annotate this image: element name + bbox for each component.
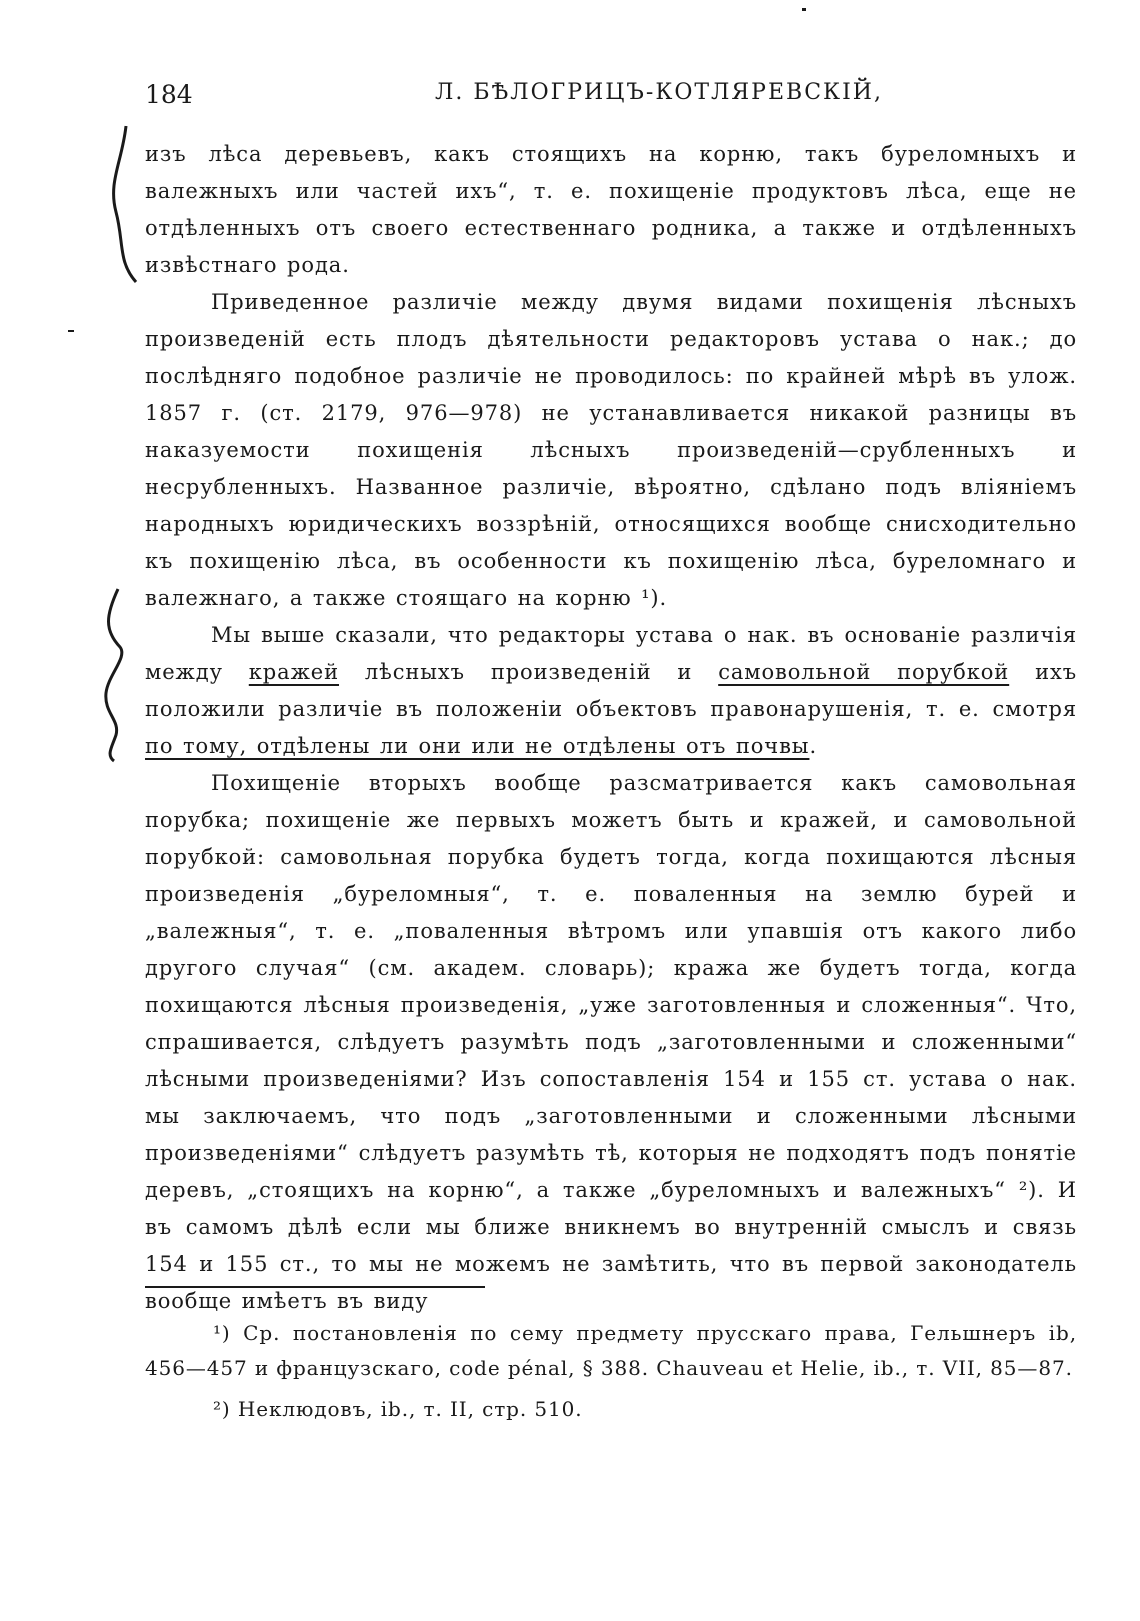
paragraph-4: Похищеніе вторыхъ вообще разсматривается какъ самовольная порубка; похищеніе же первыхъ можетъ быть и кражей, и самовольной порубкой: самовольная порубка будетъ тогда, когда похищаются лѣсныя произведенія „буреломныя“, т. е. поваленныя на землю бурей и „валежныя“, т. е. „поваленныя вѣтромъ или упавшія отъ какого либо другого случая“ (см. академ. словарь); кража же будетъ тогда, когда похищаются лѣсныя произведенія, „уже заготовленныя и сложенныя“. Что, спрашивается, слѣдуетъ разумѣть подъ „заготовленными и сложенными“ лѣсными произведеніями? Изъ сопоставленія 154 и 155 ст. устава о нак. мы заключаемъ, что подъ „заготовленными и сложенными лѣсными произведеніями“ слѣдуетъ разумѣть тѣ, которыя не подходятъ подъ понятіе деревъ, „стоящихъ на корню“, а также „буреломныхъ и валежныхъ“ ²). И въ самомъ дѣлѣ если мы ближе вникнемъ во внутренній смыслъ и связь 154 и 155 ст., то мы не можемъ не замѣтить, что въ первой законодатель вообще имѣетъ въ виду: [145, 771, 1077, 1313]
margin-bracket-bottom: [98, 585, 138, 765]
paragraph-2: Приведенное различіе между двумя видами похищенія лѣсныхъ произведеній есть плодъ дѣятельности редакторовъ устава о нак.; до послѣдняго подобное различіе не проводилось: по крайней мѣрѣ въ улож. 1857 г. (ст. 2179, 976—978) не устанавливается никакой разницы въ наказуемости похищенія лѣсныхъ произведеній—срубленныхъ и несрубленныхъ. Названное различіе, вѣроятно, сдѣлано подъ вліяніемъ народныхъ юридическихъ воззрѣній, относящихся вообще снисходительно къ похищенію лѣса, въ особенности къ похищенію лѣса, буреломнаго и валежнаго, а также стоящаго на корню ¹).: [145, 290, 1077, 610]
paragraph-3: [145, 617, 1077, 765]
margin-bracket-top: [100, 122, 150, 292]
page-header: [145, 80, 1105, 120]
running-head: Л. БѢЛОГРИЦЪ-КОТЛЯРЕВСКІЙ,: [435, 80, 883, 105]
paragraph-3-text-b: лѣсныхъ произведеній и: [339, 660, 719, 684]
paragraph-3-text-d: .: [809, 734, 818, 758]
body-text: [145, 136, 1077, 1320]
print-speck: [68, 330, 74, 332]
print-speck: [802, 8, 806, 11]
paragraph-3-text-a: Мы выше сказали, что редакторы устава о нак. въ основаніе различія между: [145, 623, 1077, 684]
paragraph-1: изъ лѣса деревьевъ, какъ стоящихъ на корню, такъ буреломныхъ и валежныхъ или частей ихъ“, т. е. похищеніе продуктовъ лѣса, еще не отдѣленныхъ отъ своего естественнаго родника, а также и отдѣленныхъ извѣстнаго рода.: [145, 142, 1077, 277]
paragraph-3-text-c: ихъ положили различіе въ положеніи объектовъ правонарушенія, т. е. смотря: [145, 660, 1077, 721]
underlined-krazhey: кражей: [248, 660, 340, 684]
footnote-2: ²) Неклюдовъ, ib., т. II, стр. 510.: [213, 1397, 583, 1421]
footnote-1: ¹) Ср. постановленія по сему предмету прусскаго права, Гельшнеръ ib, 456—457 и французскаго, code pénal, § 388. Chauveau et Helie, ib., т. VII, 85—87.: [145, 1321, 1077, 1380]
footnote-rule: [145, 1286, 485, 1288]
footnotes: [145, 1316, 1077, 1433]
underlined-samovolnoy-porubkoy: самовольной порубкой: [718, 660, 1010, 684]
page-number: 184: [145, 80, 193, 109]
underlined-ot-pochvy: по тому, отдѣлены ли они или не отдѣлены отъ почвы: [145, 734, 810, 758]
